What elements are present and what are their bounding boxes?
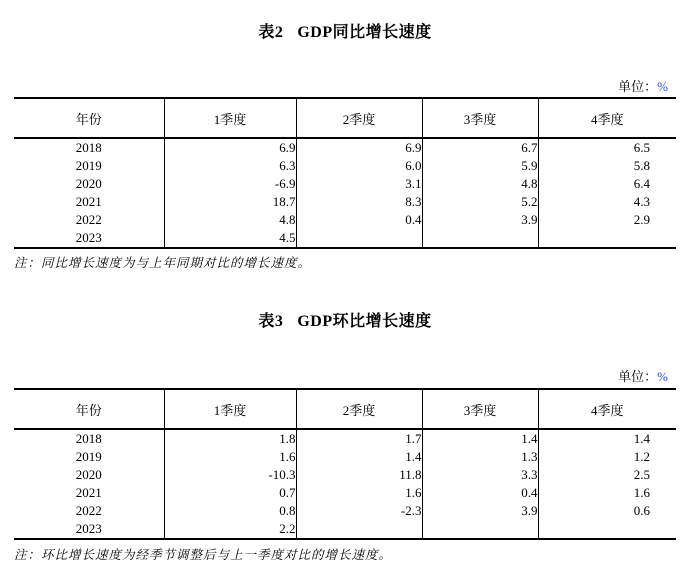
table-row xyxy=(14,175,676,193)
table2-yoy-growth xyxy=(14,97,676,249)
q4-cell: 4.3 xyxy=(633,194,650,209)
table-row xyxy=(14,211,676,229)
q3-cell: 1.4 xyxy=(422,429,538,448)
table2-col-year: 年份 xyxy=(14,98,164,138)
q2-cell: 6.9 xyxy=(296,138,422,157)
q2-cell: 1.7 xyxy=(296,429,422,448)
q3-cell: 1.3 xyxy=(422,448,538,466)
q4-cell xyxy=(538,229,676,248)
q4-cell: 2.5 xyxy=(633,467,650,482)
table2-body xyxy=(14,138,676,248)
q3-cell: 0.4 xyxy=(422,484,538,502)
table3-col-q4: 4季度 xyxy=(538,389,676,429)
table2-header-row xyxy=(14,98,676,138)
q3-cell xyxy=(422,229,538,248)
table2-col-q1: 1季度 xyxy=(164,98,296,138)
table3-title xyxy=(0,308,690,331)
table-row xyxy=(14,157,676,175)
q3-cell: 6.7 xyxy=(422,138,538,157)
q1-cell: -6.9 xyxy=(164,175,296,193)
q2-cell: 0.4 xyxy=(296,211,422,229)
table3-col-year: 年份 xyxy=(14,389,164,429)
q4-cell xyxy=(538,520,676,539)
table3-col-q3: 3季度 xyxy=(422,389,538,429)
table2-col-q3: 3季度 xyxy=(422,98,538,138)
table2-title-text: GDP同比增长速度 xyxy=(297,24,432,41)
q3-cell: 3.3 xyxy=(422,466,538,484)
table3-header-row xyxy=(14,389,676,429)
table2-footnote: 注：同比增长速度为与上年同期对比的增长速度。 xyxy=(14,256,312,270)
q3-cell: 4.8 xyxy=(422,175,538,193)
table3-qoq-growth xyxy=(14,388,676,540)
q4-cell: 1.4 xyxy=(633,431,650,446)
table2-unit-label: 单位： xyxy=(618,79,658,94)
table-row xyxy=(14,448,676,466)
table2-title xyxy=(0,19,690,42)
year-cell: 2018 xyxy=(14,429,164,448)
year-cell: 2022 xyxy=(14,211,164,229)
q2-cell: 3.1 xyxy=(296,175,422,193)
q2-cell: 6.0 xyxy=(296,157,422,175)
year-cell: 2019 xyxy=(14,157,164,175)
q2-cell xyxy=(296,229,422,248)
year-cell: 2021 xyxy=(14,484,164,502)
table-row xyxy=(14,484,676,502)
table3-unit xyxy=(14,366,676,385)
q4-cell: 1.6 xyxy=(633,485,650,500)
year-cell: 2023 xyxy=(14,229,164,248)
year-cell: 2021 xyxy=(14,193,164,211)
q1-cell: 2.2 xyxy=(164,520,296,539)
year-cell: 2020 xyxy=(14,175,164,193)
q1-cell: 0.8 xyxy=(164,502,296,520)
table3-body xyxy=(14,429,676,539)
q3-cell: 5.2 xyxy=(422,193,538,211)
q4-cell: 5.8 xyxy=(633,158,650,173)
q4-cell: 2.9 xyxy=(633,212,650,227)
q1-cell: 1.6 xyxy=(164,448,296,466)
table3-col-q1: 1季度 xyxy=(164,389,296,429)
table2-unit xyxy=(14,76,676,95)
q4-cell: 1.2 xyxy=(633,449,650,464)
table-row xyxy=(14,229,676,248)
q4-cell: 6.5 xyxy=(633,140,650,155)
table3-col-q2: 2季度 xyxy=(296,389,422,429)
q2-cell: -2.3 xyxy=(296,502,422,520)
table3-unit-label: 单位： xyxy=(618,369,658,384)
q1-cell: 4.8 xyxy=(164,211,296,229)
year-cell: 2018 xyxy=(14,138,164,157)
table3-title-text: GDP环比增长速度 xyxy=(297,313,432,330)
table-row xyxy=(14,429,676,448)
year-cell: 2020 xyxy=(14,466,164,484)
table-row xyxy=(14,502,676,520)
q3-cell: 3.9 xyxy=(422,211,538,229)
q3-cell xyxy=(422,520,538,539)
table2-label: 表2 xyxy=(258,24,284,41)
q3-cell: 3.9 xyxy=(422,502,538,520)
table-row xyxy=(14,520,676,539)
q1-cell: 0.7 xyxy=(164,484,296,502)
table-row xyxy=(14,466,676,484)
table-row xyxy=(14,193,676,211)
q1-cell: -10.3 xyxy=(164,466,296,484)
table2-col-q2: 2季度 xyxy=(296,98,422,138)
table3-unit-value: % xyxy=(657,369,668,384)
q2-cell xyxy=(296,520,422,539)
q2-cell: 1.6 xyxy=(296,484,422,502)
year-cell: 2019 xyxy=(14,448,164,466)
q2-cell: 8.3 xyxy=(296,193,422,211)
q4-cell: 0.6 xyxy=(633,503,650,518)
table3-label: 表3 xyxy=(258,313,284,330)
q2-cell: 11.8 xyxy=(296,466,422,484)
table2-unit-value: % xyxy=(657,79,668,94)
q4-cell: 6.4 xyxy=(633,176,650,191)
q1-cell: 6.3 xyxy=(164,157,296,175)
year-cell: 2022 xyxy=(14,502,164,520)
table3-footnote: 注：环比增长速度为经季节调整后与上一季度对比的增长速度。 xyxy=(14,548,393,562)
q3-cell: 5.9 xyxy=(422,157,538,175)
q2-cell: 1.4 xyxy=(296,448,422,466)
q1-cell: 18.7 xyxy=(164,193,296,211)
year-cell: 2023 xyxy=(14,520,164,539)
table-row xyxy=(14,138,676,157)
q1-cell: 4.5 xyxy=(164,229,296,248)
table2-col-q4: 4季度 xyxy=(538,98,676,138)
q1-cell: 6.9 xyxy=(164,138,296,157)
q1-cell: 1.8 xyxy=(164,429,296,448)
